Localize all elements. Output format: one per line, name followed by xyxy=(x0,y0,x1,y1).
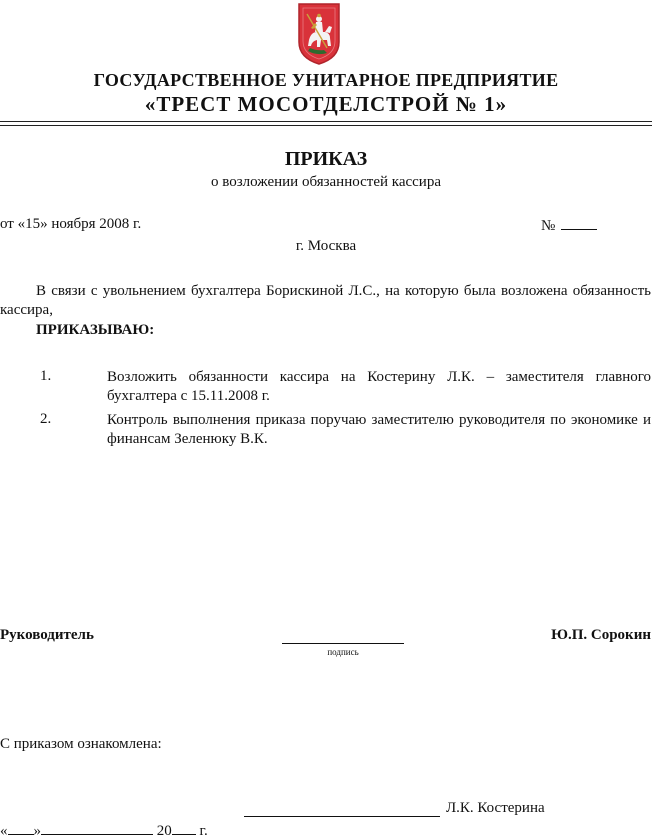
organization-type: ГОСУДАРСТВЕННОЕ УНИТАРНОЕ ПРЕДПРИЯТИЕ xyxy=(93,70,559,90)
signatory-name: Ю.П. Сорокин xyxy=(551,627,651,643)
preamble-paragraph: В связи с увольнением бухгалтера Борискиной Л.С., на которую была возложена обязанность кассира, xyxy=(0,283,651,318)
day-blank xyxy=(8,821,34,835)
acknowledgement-date xyxy=(0,821,208,840)
document-subtitle: о возложении обязанностей кассира xyxy=(211,174,441,190)
acknowledgement-signature-line xyxy=(244,816,440,817)
date-close-quote: » xyxy=(33,823,41,839)
header-divider xyxy=(0,121,652,122)
acknowledgement-label: С приказом ознакомлена: xyxy=(0,736,162,752)
document-city: г. Москва xyxy=(295,238,357,254)
month-blank xyxy=(41,821,153,835)
order-item-text: Контроль выполнения приказа поручаю заместителю руководителя по экономике и финансам Зеленюку В.К. xyxy=(107,412,651,447)
number-label: № xyxy=(541,218,556,234)
document-number xyxy=(541,216,597,235)
date-open-quote: « xyxy=(0,823,8,839)
order-item-text: Возложить обязанности кассира на Костерину Л.К. – заместителя главного бухгалтера с 15.11.2008 г. xyxy=(107,369,651,404)
order-item-number: 1. xyxy=(40,368,52,384)
moscow-coat-of-arms-icon xyxy=(297,2,341,66)
document-date: от «15» ноября 2008 г. xyxy=(0,216,142,232)
year-prefix: 20 xyxy=(156,823,172,839)
signatory-role: Руководитель xyxy=(0,627,94,643)
year-suffix: г. xyxy=(199,823,208,839)
signature-caption: подпись xyxy=(327,647,359,657)
signature-line xyxy=(282,643,404,644)
order-item-number: 2. xyxy=(40,411,52,427)
acknowledgement-name: Л.К. Костерина xyxy=(446,800,545,816)
organization-name: «ТРЕСТ МОСОТДЕЛСТРОЙ № 1» xyxy=(144,92,508,116)
number-blank xyxy=(561,216,597,230)
order-heading: ПРИКАЗЫВАЮ: xyxy=(36,322,155,338)
year-blank xyxy=(172,821,196,835)
header-divider-thin xyxy=(0,125,652,126)
document-title: ПРИКАЗ xyxy=(284,148,368,170)
